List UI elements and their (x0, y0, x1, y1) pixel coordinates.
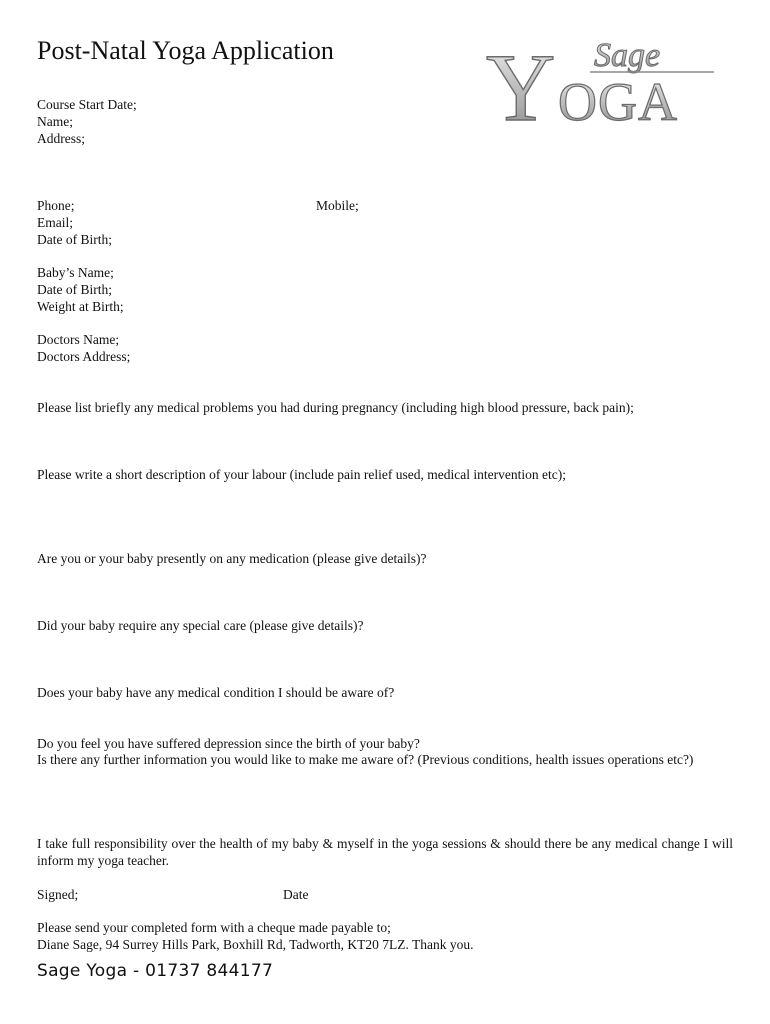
baby-dob-label: Date of Birth; (37, 282, 112, 297)
question-labour-description: Please write a short description of your labour (include pain relief used, medical intervention etc); (37, 467, 566, 482)
dob-label: Date of Birth; (37, 232, 112, 247)
doctor-address-label: Doctors Address; (37, 349, 131, 364)
phone-label: Phone; (37, 198, 75, 213)
date-label: Date (283, 887, 309, 902)
send-instructions: Please send your completed form with a cheque made payable to; (37, 920, 391, 935)
declaration-text: I take full responsibility over the health of my baby & myself in the yoga sessions & should there be any medical change I will inform my yoga teacher. (37, 836, 733, 868)
question-pregnancy-problems: Please list briefly any medical problems you had during pregnancy (including high blood pressure, back pain); (37, 400, 634, 415)
logo-letter-y: Y (486, 36, 556, 128)
signed-label: Signed; (37, 887, 79, 902)
sage-yoga-logo (482, 36, 718, 128)
mobile-label: Mobile; (316, 198, 359, 213)
send-address: Diane Sage, 94 Surrey Hills Park, Boxhill Rd, Tadworth, KT20 7LZ. Thank you. (37, 937, 474, 952)
weight-label: Weight at Birth; (37, 299, 124, 314)
baby-name-label: Baby’s Name; (37, 265, 114, 280)
question-further-info: Is there any further information you would like to make me aware of? (Previous conditions, health issues operations etc?) (37, 752, 694, 767)
address-label: Address; (37, 131, 85, 146)
question-medication: Are you or your baby presently on any medication (please give details)? (37, 551, 427, 566)
email-label: Email; (37, 215, 73, 230)
name-label: Name; (37, 114, 73, 129)
logo-text-sage: Sage (594, 37, 661, 74)
question-medical-condition: Does your baby have any medical condition I should be aware of? (37, 685, 395, 700)
footer-contact: Sage Yoga - 01737 844177 (37, 961, 274, 981)
question-depression: Do you feel you have suffered depression since the birth of your baby? (37, 736, 420, 751)
question-special-care: Did your baby require any special care (please give details)? (37, 618, 364, 633)
course-start-label: Course Start Date; (37, 97, 137, 112)
doctor-name-label: Doctors Name; (37, 332, 120, 347)
page-title: Post-Natal Yoga Application (37, 36, 334, 65)
logo-text-oga: OGA (558, 72, 678, 128)
